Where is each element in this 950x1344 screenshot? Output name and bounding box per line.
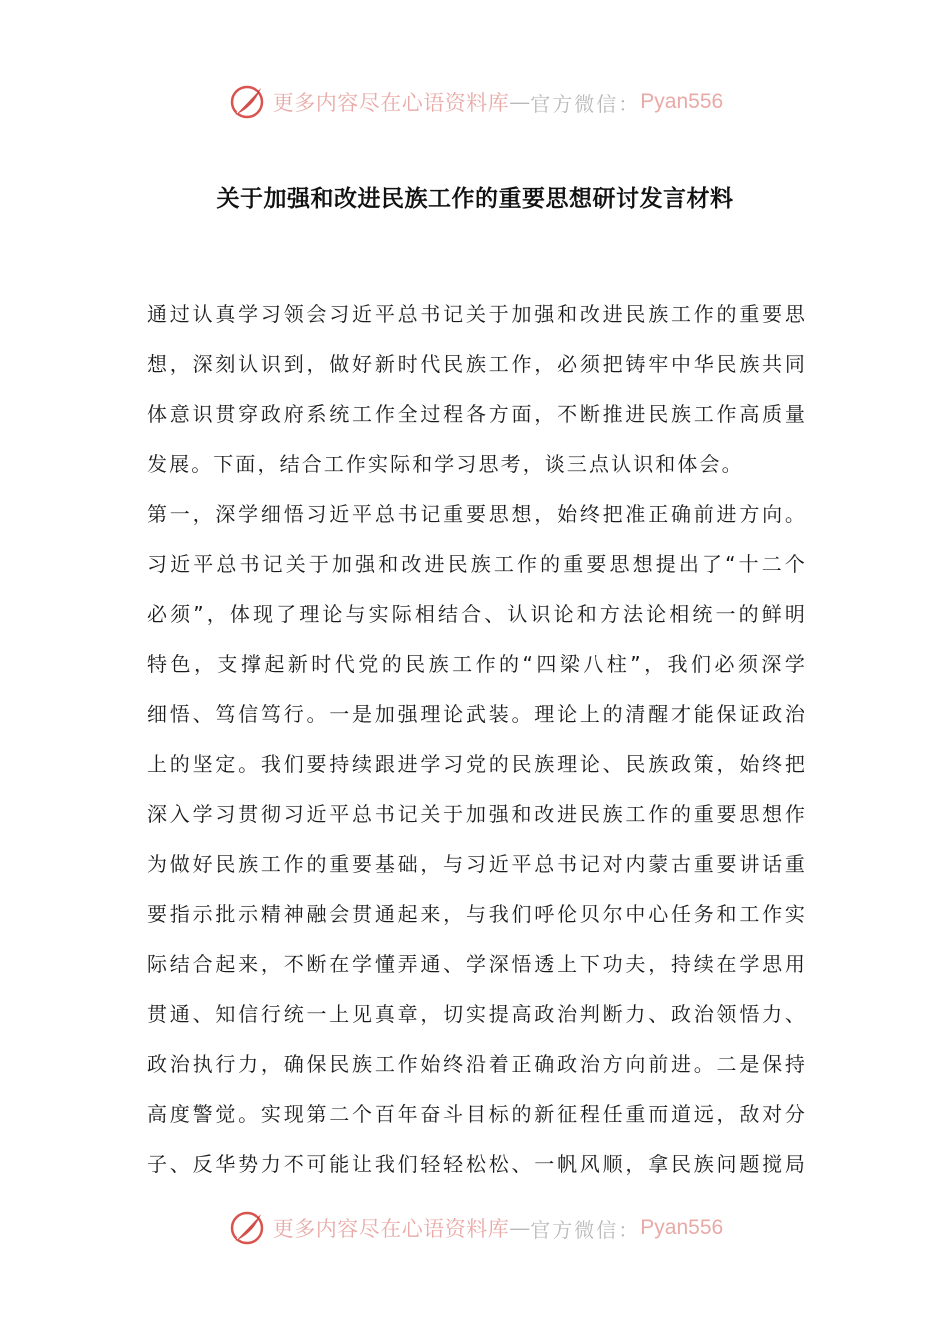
body-line: 细悟、笃信笃行。一是加强理论武装。理论上的清醒才能保证政治 [147, 702, 807, 726]
feather-pen-logo-icon [227, 1208, 267, 1248]
body-line: 习近平总书记关于加强和改进民族工作的重要思想提出了“十二个 [147, 552, 807, 576]
body-line: 高度警觉。实现第二个百年奋斗目标的新征程任重而道远，敌对分 [147, 1102, 807, 1126]
watermark-banner-top [0, 80, 950, 124]
body-line: 际结合起来，不断在学懂弄通、学深悟透上下功夫，持续在学思用 [147, 952, 807, 976]
body-line: 第一，深学细悟习近平总书记重要思想，始终把准正确前进方向。 [147, 502, 807, 526]
body-line: 体意识贯穿政府系统工作全过程各方面，不断推进民族工作高质量 [147, 402, 807, 426]
watermark-wechat-label: 官方微信： [530, 1217, 641, 1242]
body-line: 上的坚定。我们要持续跟进学习党的民族理论、民族政策，始终把 [147, 752, 807, 776]
document-title: 关于加强和改进民族工作的重要思想研讨发言材料 [216, 186, 734, 212]
body-line: 要指示批示精神融会贯通起来，与我们呼伦贝尔中心任务和工作实 [147, 902, 807, 926]
watermark-banner-bottom [0, 1206, 950, 1250]
watermark-wechat-id: Pyan556 [640, 1216, 724, 1239]
body-line: 子、反华势力不可能让我们轻轻松松、一帆风顺，拿民族问题搅局 [147, 1152, 807, 1176]
body-line: 想，深刻认识到，做好新时代民族工作，必须把铸牢中华民族共同 [147, 352, 807, 376]
document-body [147, 289, 807, 1189]
body-line: 深入学习贯彻习近平总书记关于加强和改进民族工作的重要思想作 [147, 802, 807, 826]
body-line: 为做好民族工作的重要基础，与习近平总书记对内蒙古重要讲话重 [147, 852, 807, 876]
body-line: 通过认真学习领会习近平总书记关于加强和改进民族工作的重要思 [147, 302, 807, 326]
watermark-separator: — [509, 1216, 531, 1240]
watermark-text: 更多内容尽在心语资料库 [272, 1217, 510, 1241]
body-line: 政治执行力，确保民族工作始终沿着正确政治方向前进。二是保持 [147, 1052, 807, 1076]
body-line: 发展。下面，结合工作实际和学习思考，谈三点认识和体会。 [147, 452, 744, 476]
watermark-text: 更多内容尽在心语资料库 [272, 91, 510, 115]
body-line: 必须”，体现了理论与实际相结合、认识论和方法论相统一的鲜明 [147, 602, 807, 626]
body-line: 贯通、知信行统一上见真章，切实提高政治判断力、政治领悟力、 [147, 1002, 807, 1026]
watermark-wechat-id: Pyan556 [640, 90, 724, 113]
watermark-separator: — [509, 90, 531, 114]
feather-pen-logo-icon [227, 82, 267, 122]
watermark-wechat-label: 官方微信： [530, 91, 641, 116]
body-line: 特色，支撑起新时代党的民族工作的“四梁八柱”，我们必须深学 [147, 652, 807, 676]
